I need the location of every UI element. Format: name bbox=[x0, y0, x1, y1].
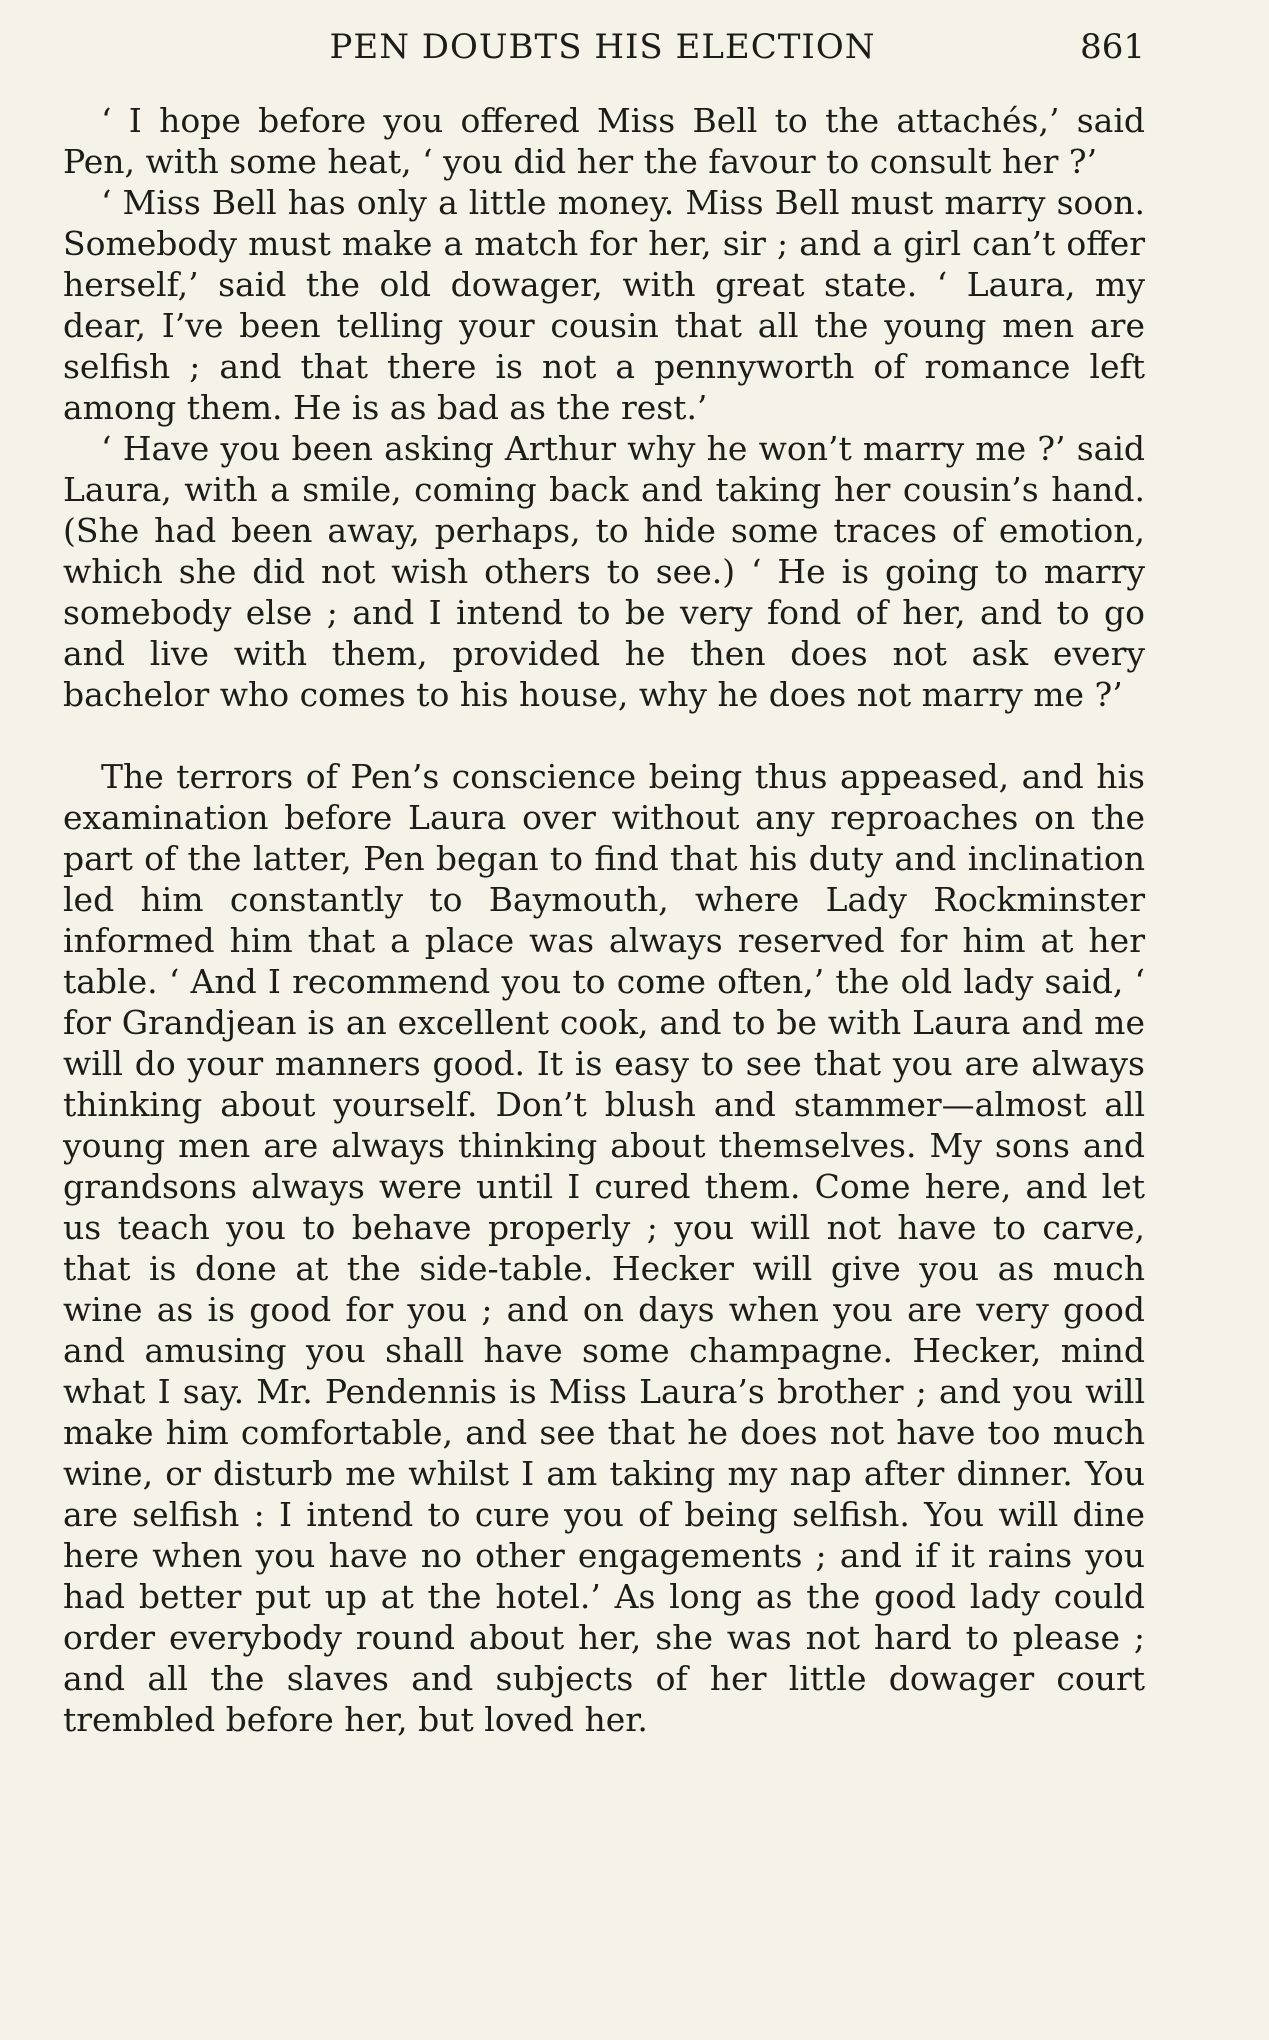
paragraph: ‘ Miss Bell has only a little money. Miss Bell must marry soon. Somebody must make a match for her, sir ; and a girl can’t offer herself,’ said the old dowager, with great state. ‘ Laura, my dear, I’ve been telling your cousin that all the young men are selfish ; and that there is not a pennyworth of romance left among them. He is as bad as the rest.’ bbox=[63, 183, 1145, 427]
paragraph: The terrors of Pen’s conscience being thus appeased, and his examination before Laura over without any reproaches on the part of the latter, Pen began to find that his duty and inclination led him constantly to Baymouth, where Lady Rockminster informed him that a place was always reserved for him at her table. ‘ And I recommend you to come often,’ the old lady said, ‘ for Grandjean is an excellent cook, and to be with Laura and me will do your manners good. It is easy to see that you are always thinking about yourself. Don’t blush and stammer—almost all young men are always thinking about themselves. My sons and grandsons always were until I cured them. Come here, and let us teach you to behave properly ; you will not have to carve, that is done at the side-table. Hecker will give you as much wine as is good for you ; and on days when you are very good and amusing you shall have some champagne. Hecker, mind what I say. Mr. Pendennis is Miss Laura’s brother ; and you will make him comfortable, and see that he does not have too much wine, or disturb me whilst I am taking my nap after dinner. You are selfish : I intend to cure you of being selfish. You will dine here when you have no other engagements ; and if it rains you had better put up at the hotel.’ As long as the good lady could order everybody round about her, she was not hard to please ; and all the slaves and subjects of her little dowager court trembled before her, but loved her. bbox=[63, 757, 1145, 1739]
paragraph: ‘ Have you been asking Arthur why he won’t marry me ?’ said Laura, with a smile, coming back and taking her cousin’s hand. (She had been away, perhaps, to hide some traces of emotion, which she did not wish others to see.) ‘ He is going to marry somebody else ; and I intend to be very fond of her, and to go and live with them, provided he then does not ask every bachelor who comes to his house, why he does not marry me ?’ bbox=[63, 429, 1145, 714]
paragraph: ‘ I hope before you offered Miss Bell to the attachés,’ said Pen, with some heat, ‘ you did her the favour to consult her ?’ bbox=[63, 101, 1145, 181]
page-number: 861 bbox=[1080, 27, 1145, 67]
running-head bbox=[60, 22, 1145, 72]
body-text bbox=[63, 100, 1145, 1740]
running-title: PEN DOUBTS HIS ELECTION bbox=[329, 27, 876, 67]
